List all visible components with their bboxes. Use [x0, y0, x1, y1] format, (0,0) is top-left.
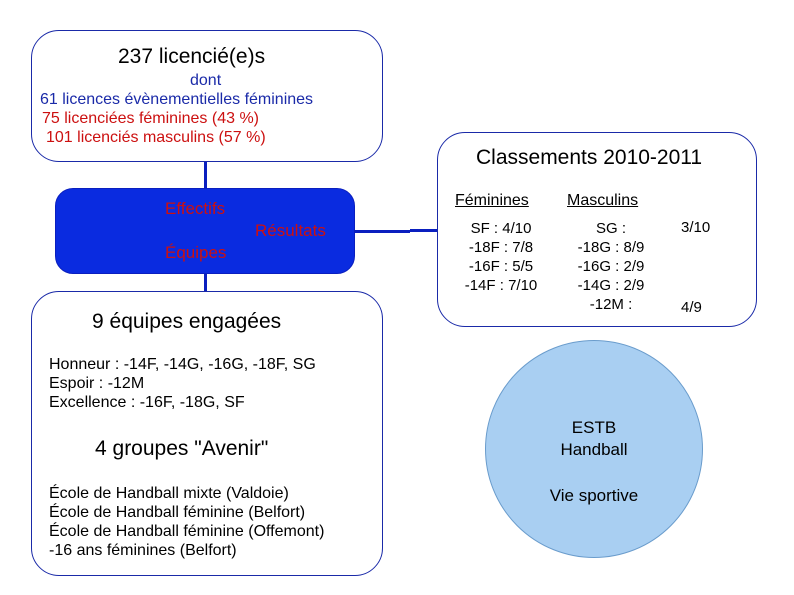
equipes-line: Excellence : -16F, -18G, SF: [49, 394, 245, 411]
avenir-line: École de Handball féminine (Belfort): [49, 504, 306, 521]
connector-top: [204, 162, 207, 188]
licencies-masculins: 101 licenciés masculins (57 %): [46, 129, 266, 146]
connector-bottom: [204, 274, 207, 291]
licencies-dont: dont: [190, 72, 222, 89]
masculins-rank: -16G : 2/9: [577, 258, 645, 275]
club-tagline: Vie sportive: [549, 486, 639, 505]
club-name-line1: ESTB: [571, 418, 617, 437]
sg-score: 3/10: [681, 219, 711, 236]
equipes-line: Honneur : -14F, -14G, -16G, -18F, SG: [49, 356, 316, 373]
classements-title: Classements 2010-2011: [476, 146, 703, 169]
feminines-rank: -18F : 7/8: [468, 239, 534, 256]
feminines-list: [455, 219, 547, 295]
m12-score: 4/9: [681, 299, 702, 316]
center-resultats: Résultats: [255, 221, 326, 240]
licencies-feminines: 75 licenciées féminines (43 %): [42, 110, 259, 127]
equipes-line: Espoir : -12M: [49, 375, 145, 392]
avenir-line: École de Handball féminine (Offemont): [49, 523, 325, 540]
center-effectifs: Effectifs: [165, 199, 226, 218]
feminines-rank: -14F : 7/10: [464, 277, 538, 294]
avenir-title: 4 groupes "Avenir": [95, 437, 269, 460]
masculins-rank: -18G : 8/9: [577, 239, 645, 256]
masculins-rank: SG :: [595, 220, 626, 237]
masculins-list: [567, 219, 655, 314]
licencies-events: 61 licences évènementielles féminines: [40, 91, 314, 108]
connector-right-end: [410, 229, 437, 232]
equipes-title: 9 équipes engagées: [92, 310, 282, 333]
connector-right: [355, 230, 410, 233]
avenir-list: [49, 484, 324, 560]
masculins-rank: -12M :: [589, 296, 633, 313]
avenir-line: -16 ans féminines (Belfort): [49, 542, 237, 559]
masculins-header: Masculins: [567, 192, 639, 209]
feminines-rank: SF : 4/10: [470, 220, 532, 237]
equipes-list: [49, 355, 316, 412]
club-name-line2: Handball: [560, 440, 628, 459]
center-equipes: Équipes: [165, 243, 227, 262]
feminines-header: Féminines: [455, 192, 529, 209]
licencies-title: 237 licencié(e)s: [118, 45, 266, 68]
masculins-rank: -14G : 2/9: [577, 277, 645, 294]
feminines-rank: -16F : 5/5: [468, 258, 534, 275]
avenir-line: École de Handball mixte (Valdoie): [49, 485, 289, 502]
